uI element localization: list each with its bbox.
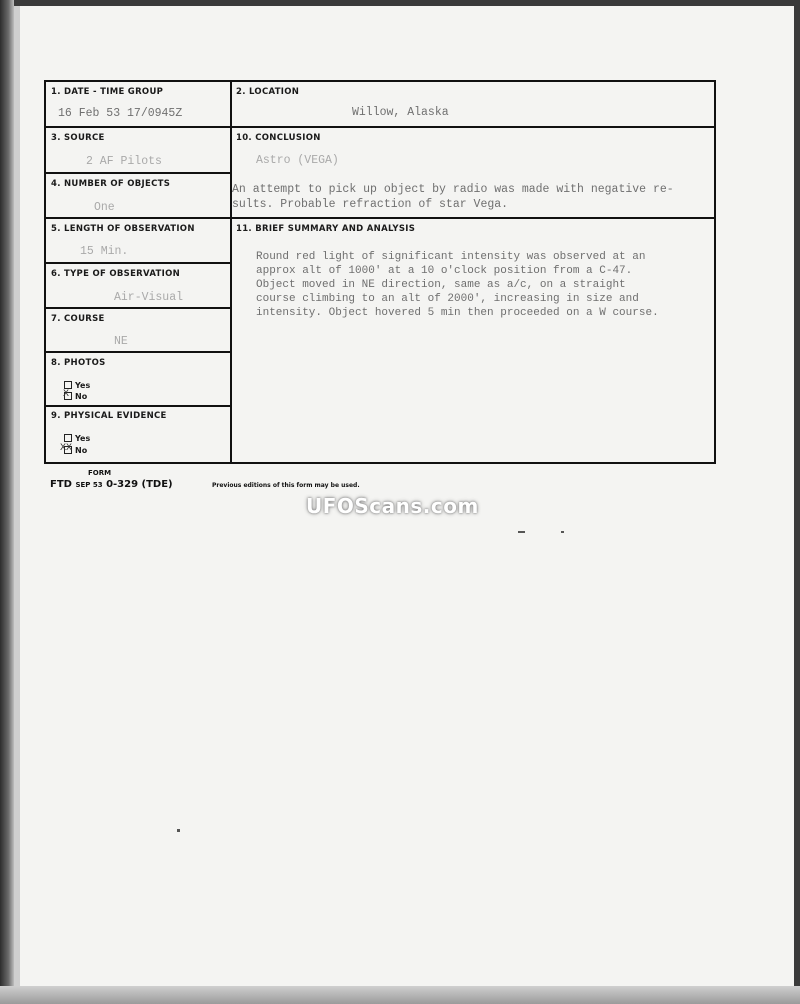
- footer-form-prefix: FTD: [50, 479, 72, 490]
- date-time-group-value: 16 Feb 53 17/0945Z: [58, 107, 183, 120]
- report-form: [44, 80, 716, 464]
- summary-line-5: intensity. Object hovered 5 min then proceeded on a W course.: [256, 307, 659, 319]
- row-divider: [46, 405, 230, 407]
- course-value: NE: [114, 335, 128, 348]
- row-divider: [46, 217, 716, 219]
- photos-no-label: No: [75, 392, 88, 401]
- x-mark-icon: X: [63, 389, 70, 400]
- summary-line-4: course climbing to an alt of 2000', increasing in size and: [256, 293, 639, 305]
- summary-line-3: Object moved in NE direction, same as a/c, on a straight: [256, 279, 626, 291]
- physical-evidence-yes-label: Yes: [75, 434, 91, 443]
- footer-note: Previous editions of this form may be used.: [212, 482, 360, 489]
- photos-yes-label: Yes: [75, 381, 91, 390]
- footer-form-date: SEP 53: [75, 481, 103, 489]
- location-label: 2. LOCATION: [236, 87, 300, 97]
- row-divider: [46, 262, 230, 264]
- scan-speck: [177, 829, 180, 832]
- summary-line-2: approx alt of 1000' at a 10 o'clock position from a C-47.: [256, 265, 633, 277]
- checkbox-icon: [64, 434, 72, 442]
- scan-edge: [0, 0, 14, 1004]
- scan-speck: [518, 531, 525, 533]
- checkbox-icon: [64, 381, 72, 389]
- course-label: 7. COURSE: [51, 314, 105, 324]
- column-divider: [230, 82, 232, 462]
- conclusion-line-1: An attempt to pick up object by radio was made with negative re-: [232, 183, 674, 196]
- conclusion-label: 10. CONCLUSION: [236, 133, 321, 143]
- footer-form-word: FORM: [88, 469, 112, 477]
- type-of-observation-value: Air-Visual: [114, 291, 184, 304]
- physical-evidence-yes-option: [64, 434, 90, 443]
- source-value: 2 AF Pilots: [86, 155, 162, 168]
- conclusion-value: Astro (VEGA): [256, 154, 339, 167]
- date-time-group-label: 1. DATE - TIME GROUP: [51, 87, 164, 97]
- scan-speck: [561, 531, 564, 533]
- summary-label: 11. BRIEF SUMMARY AND ANALYSIS: [236, 224, 416, 234]
- type-of-observation-label: 6. TYPE OF OBSERVATION: [51, 269, 181, 279]
- summary-line-1: Round red light of significant intensity was observed at an: [256, 251, 646, 263]
- physical-evidence-no-label: No: [75, 446, 88, 455]
- row-divider: [46, 307, 230, 309]
- length-of-observation-value: 15 Min.: [80, 245, 129, 258]
- location-value: Willow, Alaska: [352, 106, 449, 119]
- source-label: 3. SOURCE: [51, 133, 105, 143]
- number-of-objects-value: One: [94, 201, 115, 214]
- row-divider: [46, 172, 230, 174]
- xx-mark-icon: XX: [60, 443, 73, 454]
- number-of-objects-label: 4. NUMBER OF OBJECTS: [51, 179, 171, 189]
- conclusion-line-2: sults. Probable refraction of star Vega.: [232, 198, 509, 211]
- physical-evidence-label: 9. PHYSICAL EVIDENCE: [51, 411, 167, 421]
- photos-label: 8. PHOTOS: [51, 358, 106, 368]
- footer-form-number: 0-329 (TDE): [106, 479, 173, 490]
- row-divider: [46, 351, 230, 353]
- scan-bottom-edge: [0, 986, 800, 1004]
- watermark: UFOScans.com: [306, 494, 479, 518]
- length-of-observation-label: 5. LENGTH OF OBSERVATION: [51, 224, 195, 234]
- row-divider: [46, 126, 716, 128]
- footer-form-id: [50, 479, 173, 490]
